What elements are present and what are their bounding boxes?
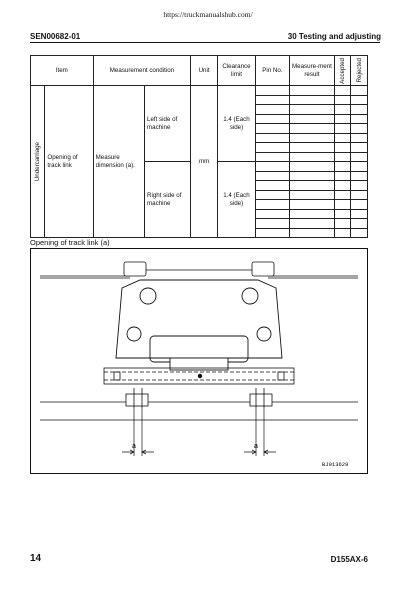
table-header-row [31, 56, 368, 86]
header-rule [30, 42, 380, 43]
limit-left-cell: 1.4 (Each side) [217, 86, 255, 162]
header-rejected: Rejected [355, 58, 363, 83]
condition-cell: Measure dimension (a). [93, 86, 144, 238]
dimension-a-right-label: a [254, 443, 258, 450]
side-right-cell: Right side of machine [145, 162, 191, 238]
header-measurement-result: Measure-ment result [289, 56, 334, 86]
header-accepted: Accepted [339, 57, 347, 84]
item-cell: Opening of track link [45, 86, 93, 238]
track-link-figure [30, 248, 368, 474]
header-unit: Unit [191, 56, 218, 86]
page-number: 14 [30, 553, 42, 564]
header-item: Item [31, 56, 94, 86]
source-url[interactable]: https://truckmanualshub.com/ [163, 10, 253, 19]
limit-right-cell: 1.4 (Each side) [217, 162, 255, 238]
header-clearance-limit: Clearance limit [217, 56, 255, 86]
dimension-a-left-label: a [132, 443, 136, 450]
figure-code: BJ013629 [322, 461, 349, 468]
group-label: Undercarriage [34, 141, 42, 182]
header-pin-no: Pin No. [255, 56, 289, 86]
side-left-cell: Left side of machine [145, 86, 191, 162]
figure-caption: Opening of track link (a) [30, 238, 110, 247]
model-code: D155AX-6 [330, 555, 368, 564]
measurement-table [30, 55, 368, 238]
unit-cell: mm [191, 86, 218, 238]
header-measurement-condition: Measurement condition [93, 56, 191, 86]
section-title: 30 Testing and adjusting [287, 32, 381, 41]
table-row [31, 86, 368, 96]
doc-code: SEN00682-01 [30, 32, 81, 41]
